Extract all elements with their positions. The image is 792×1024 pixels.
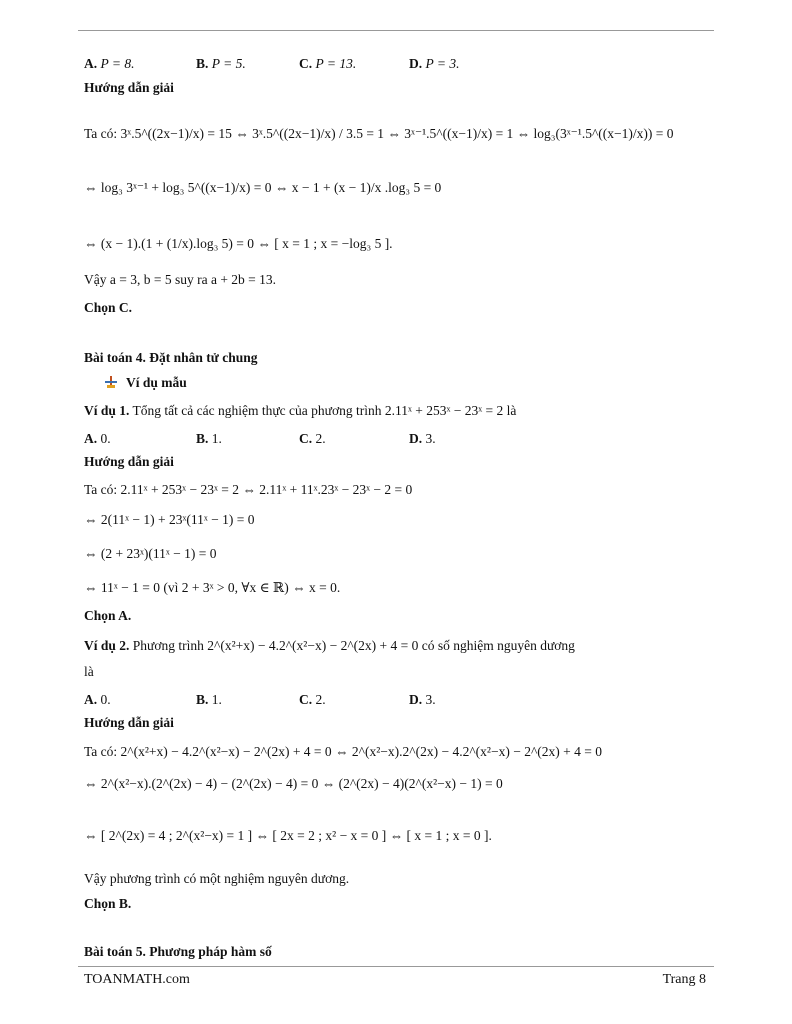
example-1-step-2: ⇔ 2(11ˣ − 1) + 23ˣ(11ˣ − 1) = 0: [84, 512, 255, 527]
example-2-step-1: Ta có: 2^(x²+x) − 4.2^(x²−x) − 2^(2x) + 4 = 0 ⇔ 2^(x²−x).2^(2x) − 4.2^(x²−x) − 2^(2x) + 4 = 0: [84, 744, 602, 759]
solution-heading: Hướng dẫn giải: [84, 80, 174, 95]
example-2-conclusion: Vậy phương trình có một nghiệm nguyên dương.: [84, 871, 350, 886]
answer-options-vd1: [84, 431, 704, 447]
footer-rule: [78, 966, 714, 967]
answer-options-vd2: [84, 692, 704, 708]
section-title-bai5: Bài toán 5. Phương pháp hàm số: [84, 944, 272, 959]
example-1-step-4: ⇔ 11ˣ − 1 = 0 (vì 2 + 3ˣ > 0, ∀x ∈ ℝ) ⇔ x = 0.: [84, 580, 341, 595]
example-2-step-2: ⇔ 2^(x²−x).(2^(2x) − 4) − (2^(2x) − 4) = 0 ⇔ (2^(2x) − 4)(2^(x²−x) − 1) = 0: [84, 776, 503, 791]
footer-site: TOANMATH.com: [84, 972, 190, 987]
answer-choice: Chọn C.: [84, 300, 133, 315]
option-a: A. 0.: [84, 431, 111, 446]
example-1-question: Ví dụ 1. Tổng tất cả các nghiệm thực của phương trình 2.11ˣ + 253ˣ − 23ˣ = 2 là: [84, 403, 517, 418]
option-b: B. 1.: [196, 431, 222, 446]
top-rule: [78, 30, 714, 31]
pencil-ruler-icon: [104, 375, 118, 389]
option-b: B. 1.: [196, 692, 222, 707]
solution-step-1: Ta có: 3ˣ.5^((2x−1)/x) = 15 ⇔ 3ˣ.5^((2x−1)/x) / 3.5 = 1 ⇔ 3ˣ⁻¹.5^((x−1)/x) = 1 ⇔ log₃(3ˣ⁻¹.5^((x−1)/x)) = 0: [84, 126, 674, 141]
example-2-question-cont: là: [84, 664, 94, 679]
option-a: A. 0.: [84, 692, 111, 707]
answer-options-top: [84, 56, 704, 72]
option-b: B. P = 5.: [196, 56, 246, 71]
example-heading: Ví dụ mẫu: [104, 375, 187, 391]
example-2-question: Ví dụ 2. Phương trình 2^(x²+x) − 4.2^(x²−x) − 2^(2x) + 4 = 0 có số nghiệm nguyên dương: [84, 638, 575, 653]
option-a: A. P = 8.: [84, 56, 135, 71]
example-1-step-3: ⇔ (2 + 23ˣ)(11ˣ − 1) = 0: [84, 546, 217, 561]
solution-heading: Hướng dẫn giải: [84, 454, 174, 469]
answer-choice: Chọn A.: [84, 608, 132, 623]
option-d: D. 3.: [409, 692, 436, 707]
option-c: C. 2.: [299, 431, 326, 446]
example-2-step-3: ⇔ [ 2^(2x) = 4 ; 2^(x²−x) = 1 ] ⇔ [ 2x = 2 ; x² − x = 0 ] ⇔ [ x = 1 ; x = 0 ].: [84, 828, 492, 843]
solution-conclusion: Vậy a = 3, b = 5 suy ra a + 2b = 13.: [84, 272, 277, 287]
solution-step-2: ⇔ log₃ 3ˣ⁻¹ + log₃ 5^((x−1)/x) = 0 ⇔ x − 1 + (x − 1)/x .log₃ 5 = 0: [84, 180, 442, 195]
answer-choice: Chọn B.: [84, 896, 132, 911]
example-1-step-1: Ta có: 2.11ˣ + 253ˣ − 23ˣ = 2 ⇔ 2.11ˣ + 11ˣ.23ˣ − 23ˣ − 2 = 0: [84, 482, 413, 497]
section-title-bai4: Bài toán 4. Đặt nhân tử chung: [84, 350, 258, 365]
option-c: C. P = 13.: [299, 56, 357, 71]
solution-heading: Hướng dẫn giải: [84, 715, 174, 730]
option-c: C. 2.: [299, 692, 326, 707]
option-d: D. 3.: [409, 431, 436, 446]
footer-page-number: Trang 8: [662, 972, 706, 987]
solution-step-3: ⇔ (x − 1).(1 + (1/x).log₃ 5) = 0 ⇔ [ x = 1 ; x = −log₃ 5 ].: [84, 236, 393, 251]
option-d: D. P = 3.: [409, 56, 460, 71]
